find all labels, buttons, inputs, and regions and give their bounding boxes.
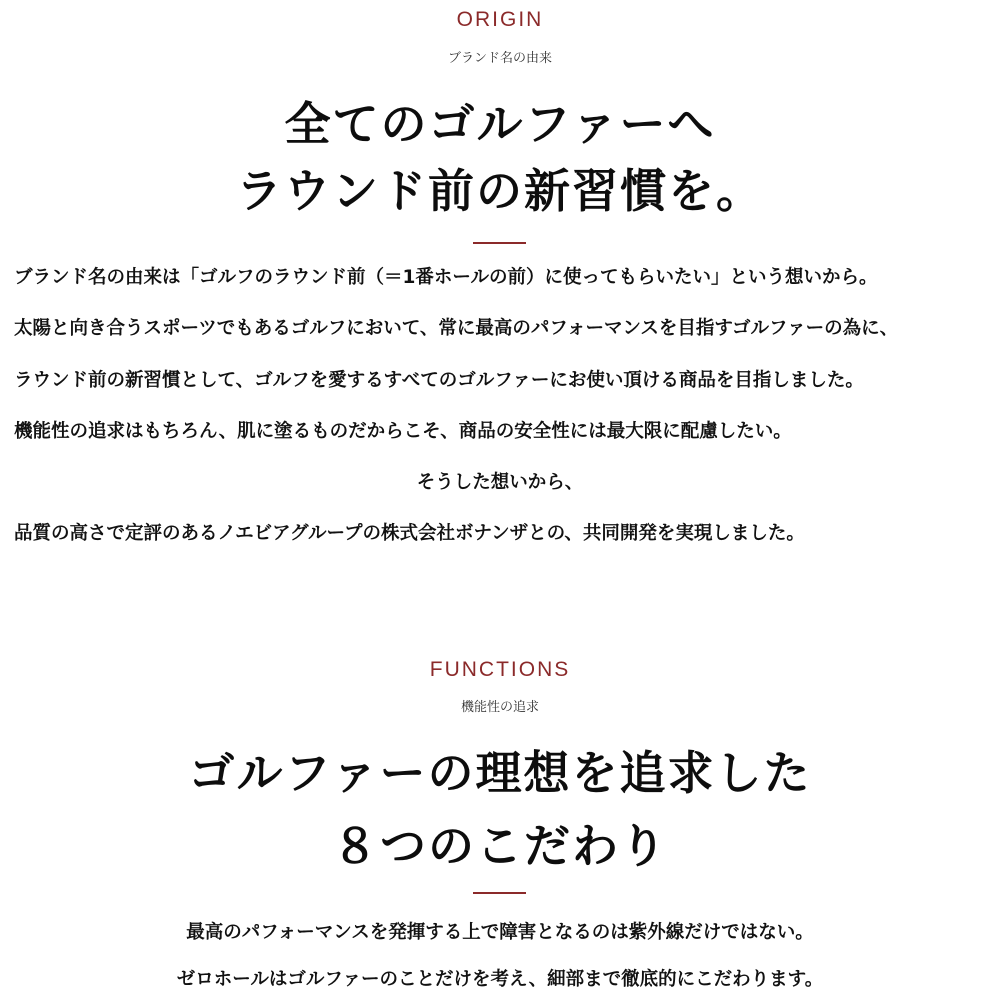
origin-eyebrow: ORIGIN xyxy=(456,8,544,31)
origin-paragraph: 太陽と向き合うスポーツでもあるゴルフにおいて、常に最高のパフォーマンスを目指すゴルファーの為に、 xyxy=(14,318,899,339)
origin-heading-line-2: ラウンド前の新習慣を。 xyxy=(236,164,764,218)
functions-heading-line-1: ゴルファーの理想を追求した xyxy=(188,746,812,800)
functions-heading-line-2: ８つのこだわり xyxy=(332,819,668,873)
origin-paragraph: 機能性の追求はもちろん、肌に塗るものだからこそ、商品の安全性には最大限に配慮したい。 xyxy=(14,421,792,442)
origin-subtitle: ブランド名の由来 xyxy=(447,51,552,66)
functions-paragraph: 最高のパフォーマンスを発揮する上で障害となるのは紫外線だけではない。 xyxy=(186,922,814,943)
origin-paragraph: 品質の高さで定評のあるノエビアグループの株式会社ボナンザとの、共同開発を実現しました。 xyxy=(14,523,805,544)
origin-heading-line-1: 全てのゴルファーへ xyxy=(284,97,716,151)
origin-paragraph: ラウンド前の新習慣として、ゴルフを愛するすべてのゴルファーにお使い頂ける商品を目指しました。 xyxy=(14,370,864,391)
functions-paragraph: ゼロホールはゴルファーのことだけを考え、細部まで徹底的にこだわります。 xyxy=(176,969,824,990)
functions-eyebrow: FUNCTIONS xyxy=(429,658,571,681)
functions-subtitle: 機能性の追求 xyxy=(460,700,539,715)
origin-paragraph: そうした想いから、 xyxy=(416,472,584,493)
origin-divider xyxy=(473,242,526,244)
origin-paragraph: ブランド名の由来は「ゴルフのラウンド前（＝1番ホールの前）に使ってもらいたい」という想いから。 xyxy=(14,267,878,288)
functions-divider xyxy=(473,892,526,894)
